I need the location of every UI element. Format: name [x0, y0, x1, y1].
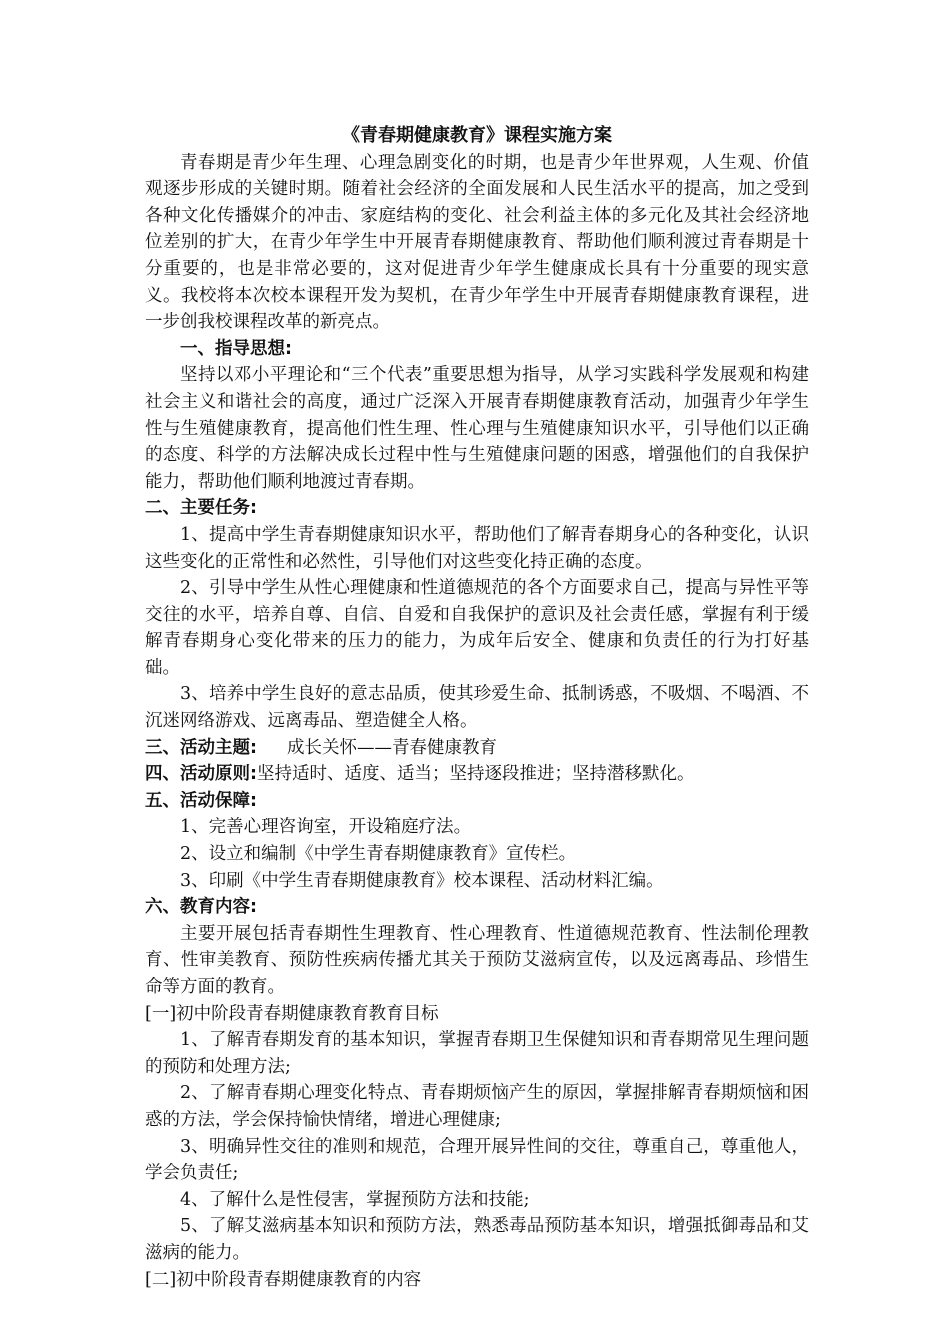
section-4-heading: 四、活动原则:: [145, 764, 257, 785]
section-3-line: [145, 735, 809, 762]
subsection-1-heading: [一]初中阶段青春期健康教育教育目标: [145, 1003, 439, 1024]
section-1-body: 坚持以邓小平理论和“三个代表”重要思想为指导，从学习实践科学发展观和构建社会主义和谐社会的高度，通过广泛深入开展青春期健康教育活动，加强青少年学生性与生殖健康教育，提高他们性生理、性心理与生殖健康知识水平，引导他们以正确的态度、科学的方法解决成长过程中性与生殖健康问题的困惑，增强他们的自我保护能力，帮助他们顺利地渡过青春期。: [145, 365, 809, 492]
subsection-1-item: 1、了解青春期发育的基本知识，掌握青春期卫生保健知识和青春期常见生理问题的预防和处理方法;: [145, 1030, 809, 1077]
section-3-text: 成长关怀——青春健康教育: [287, 737, 497, 758]
section-5-heading: 五、活动保障:: [145, 790, 257, 811]
subsection-1-item: 4、了解什么是性侵害，掌握预防方法和技能;: [180, 1189, 530, 1210]
section-5-item: 2、设立和编制《中学生青春期健康教育》宣传栏。: [180, 844, 577, 865]
section-3-heading: 三、活动主题:: [145, 737, 257, 758]
section-4-line: [145, 761, 809, 788]
document-title: 《青春期健康教育》课程实施方案: [342, 125, 612, 146]
subsection-1-item: 3、明确异性交往的准则和规范，合理开展异性间的交往，尊重自己，尊重他人，学会负责任;: [145, 1136, 809, 1184]
subsection-2-heading: [二]初中阶段青春期健康教育的内容: [145, 1269, 422, 1290]
section-5-item: 1、完善心理咨询室，开设箱庭疗法。: [180, 817, 472, 838]
section-2-item: 3、培养中学生良好的意志品质，使其珍爱生命、抵制诱惑，不吸烟、不喝酒、不沉迷网络游戏、远离毒品、塑造健全人格。: [145, 684, 809, 732]
subsection-1-item: 5、了解艾滋病基本知识和预防方法，熟悉毒品预防基本知识，增强抵御毒品和艾滋病的能力。: [145, 1216, 809, 1263]
document-body: [145, 123, 809, 1293]
subsection-1-item: 2、了解青春期心理变化特点、青春期烦恼产生的原因，掌握排解青春期烦恼和困惑的方法，学会保持愉快情绪，增进心理健康;: [145, 1083, 809, 1130]
section-2-item: 1、提高中学生青春期健康知识水平，帮助他们了解青春期身心的各种变化，认识这些变化的正常性和必然性，引导他们对这些变化持正确的态度。: [145, 524, 809, 572]
section-6-heading: 六、教育内容:: [145, 897, 257, 918]
section-4-text: 坚持适时、适度、适当；坚持逐段推进；坚持潜移默化。: [257, 764, 695, 785]
section-2-heading: 二、主要任务:: [145, 498, 257, 519]
section-5-item: 3、印刷《中学生青春期健康教育》校本课程、活动材料汇编。: [180, 870, 664, 891]
section-2-item: 2、引导中学生从性心理健康和性道德规范的各个方面要求自己，提高与异性平等交往的水平，培养自尊、自信、自爱和自我保护的意识及社会责任感，掌握有利于缓解青春期身心变化带来的压力的能力，为成年后安全、健康和负责任的行为打好基础。: [145, 578, 809, 678]
section-6-body: 主要开展包括青春期性生理教育、性心理教育、性道德规范教育、性法制伦理教育、性审美教育、预防性疾病传播尤其关于预防艾滋病宣传，以及远离毒品、珍惜生命等方面的教育。: [145, 923, 809, 997]
section-1-heading: 一、指导思想:: [180, 338, 292, 359]
intro-paragraph: 青春期是青少年生理、心理急剧变化的时期，也是青少年世界观，人生观、价值观逐步形成的关键时期。随着社会经济的全面发展和人民生活水平的提高，加之受到各种文化传播媒介的冲击、家庭结构的变化、社会利益主体的多元化及其社会经济地位差别的扩大，在青少年学生中开展青春期健康教育、帮助他们顺利渡过青春期是十分重要的，也是非常必要的，这对促进青少年学生健康成长具有十分重要的现实意义。我校将本次校本课程开发为契机，在青少年学生中开展青春期健康教育课程，进一步创我校课程改革的新亮点。: [145, 152, 809, 333]
